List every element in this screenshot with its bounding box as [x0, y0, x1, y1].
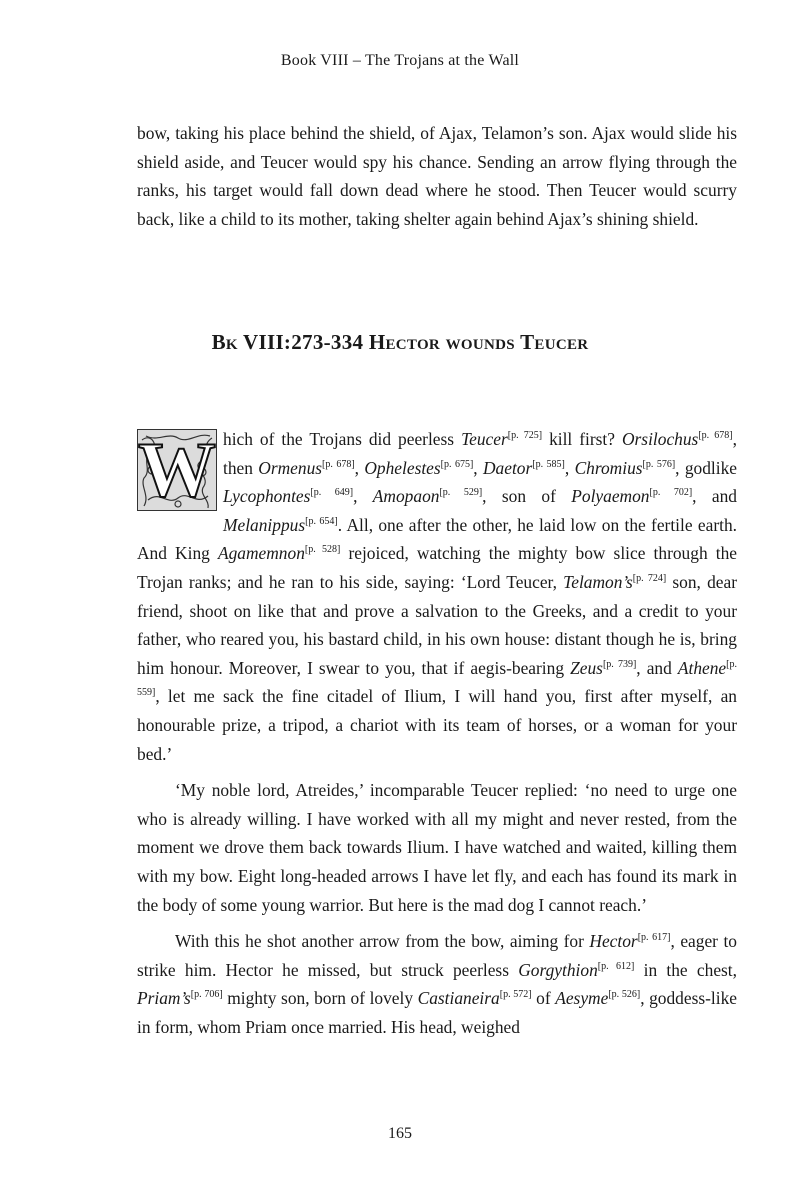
page-ref: [p. 706]: [190, 989, 223, 1001]
name: Aesyme: [555, 988, 609, 1009]
name: Orsilochus: [621, 429, 699, 449]
name: Amopaon: [372, 486, 440, 507]
page-ref: [p. 612]: [597, 960, 635, 972]
name: Teucer: [461, 429, 508, 449]
name: Castianeira: [417, 988, 500, 1009]
name: Chromius: [574, 457, 643, 478]
page-ref: [p. 724]: [632, 573, 667, 585]
name: Ormenus: [258, 457, 323, 478]
page-number: 165: [388, 1125, 412, 1142]
name: Agamemnon: [217, 543, 305, 564]
running-head: Book VIII – The Trojans at the Wall: [280, 52, 520, 69]
name: Ophelestes: [364, 457, 441, 478]
drop-cap-initial: [137, 429, 217, 511]
paragraph: With this he shot another arrow from the bow, aiming for Hector[p. 617], eager to strike him. Hector he missed, but struck peerless Gorgythion[p. 612] in the chest, Priam’s[p. 706] mighty son, born of lovely Castianeira[p. 572] of Aesyme[p. 526], goddess-like in form, whom Priam once married. His head, weighed: [137, 931, 737, 1037]
page-ref: [p. 576]: [642, 458, 676, 470]
paragraph: bow, taking his place behind the shield, of Ajax, Telamon’s son. Ajax would slide his shield aside, and Teucer would spy his chance. Sending an arrow flying through the ranks, his target would fall down dead where he stood. Then Teucer would scurry back, like a child to its mother, taking shelter again behind Ajax’s shining shield.: [137, 123, 737, 229]
page-ref: [p. 585]: [532, 458, 565, 470]
page-ref: [p. 654]: [305, 515, 338, 527]
name: Polyaemon: [571, 486, 650, 507]
page-ref: [p. 725]: [507, 430, 543, 442]
page-ref: [p. 528]: [304, 544, 341, 556]
drop-cap-letter: W: [138, 429, 216, 511]
page-ref: [p. 559]: [137, 658, 737, 699]
page-ref: [p. 526]: [608, 989, 641, 1001]
name: Priam’s: [137, 988, 191, 1009]
section-heading: Bk VIII:273-334 Hector wounds Teucer: [211, 330, 589, 354]
page-ref: [p. 678]: [322, 458, 355, 470]
name: Melanippus: [223, 514, 306, 535]
page-ref: [p. 572]: [499, 989, 532, 1001]
page-ref: [p. 675]: [440, 458, 474, 470]
main-text: [137, 425, 737, 1049]
paragraph: ‘My noble lord, Atreides,’ incomparable Teucer replied: ‘no need to urge one who is already willing. I have worked with all my might and never rested, from the moment we drove them back towards Ilium. I have watched and waited, killing them with my bow. Eight long-headed arrows I have let fly, and each has found its mark in the body of some young warrior. But here is the mad dog I cannot reach.’: [137, 780, 737, 915]
name: Zeus: [570, 657, 603, 678]
page-ref: [p. 529]: [439, 487, 483, 499]
name: Hector: [589, 931, 638, 952]
name: Telamon’s: [563, 571, 633, 592]
page-ref: [p. 649]: [310, 487, 354, 499]
page-ref: [p. 739]: [602, 658, 637, 670]
paragraph-with-dropcap: W hich of the Trojans did peerless Teucer[p. 725] kill first? Orsilochus[p. 678], then Ormenus[p. 678], Ophelestes[p. 675], Daetor[p. 585], Chromius[p. 576], godlike Lycophontes[p. 649], Amopaon[p. 529], son of Polyaemon[p. 702], and Melanippus[p. 654]. All, one after the other, he laid low on the fertile earth. And King Agamemnon[p. 528] rejoiced, watching the mighty bow slice through the Trojan ranks; and he ran to his side, saying: ‘Lord Teucer, Telamon’s[p. 724] son, dear friend, shoot on like that and prove a salvation to the Greeks, and a credit to your father, who reared you, his bastard child, in his own house: distant though he is, bring him honour. Moreover, I swear to you, that if aegis-bearing Zeus[p. 739], and Athene[p. 559], let me sack the fine citadel of Ilium, I will hand you, first after myself, an honourable prize, a tripod, a chariot with its team of horses, or a woman for your bed.’: [137, 429, 737, 764]
page-ref: [p. 678]: [698, 430, 733, 442]
name: Gorgythion: [518, 959, 598, 980]
page-ref: [p. 702]: [649, 487, 693, 499]
name: Athene: [677, 657, 727, 678]
name: Lycophontes: [223, 486, 311, 507]
opening-paragraph: [137, 119, 737, 241]
page-ref: [p. 617]: [637, 932, 671, 944]
name: Daetor: [482, 457, 533, 478]
